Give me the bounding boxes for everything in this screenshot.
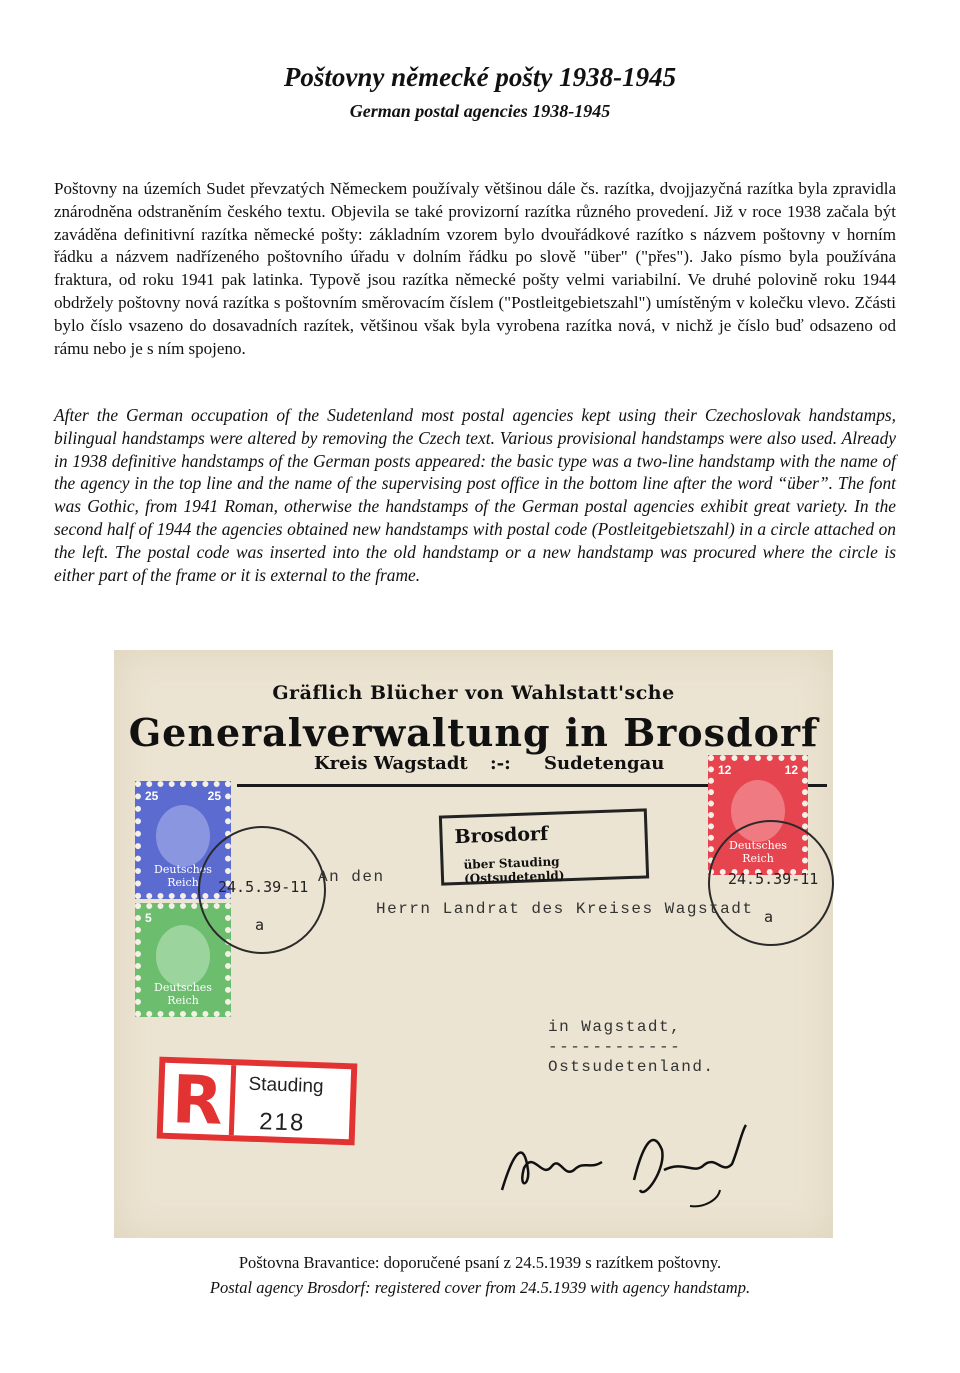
portrait-icon (156, 925, 210, 987)
stamp-label: Deutsches Reich (154, 863, 212, 889)
postmark-sub: a (764, 908, 774, 926)
stamp-value: 12 (784, 763, 798, 777)
letterhead-region: Sudetengau (544, 753, 665, 774)
czech-paragraph: Poštovny na územích Sudet převzatých Německem používaly většinou dále čs. razítka, dvojjazyčná razítka byla zpravidla znárodněna odstraněním českého textu. Objevila se také provizorní razítka různého provedení. Již v roce 1938 začala být zaváděna definitivní razítka německé pošty: základním vzorem bylo dvouřádkové razítko s názvem poštovny v horním řádku a názvem nadřízeného poštovního úřadu v dolním řádku po slově "über" ("přes"). Jako písmo byla používána fraktura, od roku 1941 pak latinka. Typově jsou razítka německé pošty velmi variabilní. Ve druhé polovině roku 1944 obdržely poštovny nová razítka s poštovním směrovacím číslem ("Postleitgebietszahl") umístěným v kolečku vlevo. Zčásti bylo číslo vsazeno do dosavadních razítek, většinou však byla vyrobena razítka nová, v nichž je číslo buď odsazeno od rámu nebo je s ním spojeno. (54, 179, 896, 358)
agency-supervising-office: über Stauding (Ostsudetenld) (463, 854, 565, 886)
caption-czech: Poštovna Bravantice: doporučené psaní z 24.5.1939 s razítkem poštovny. (238, 1253, 722, 1272)
postmark-date: 24.5.39-11 (728, 870, 819, 888)
registered-cover (114, 650, 833, 1238)
signature (494, 1120, 774, 1210)
postmark-date: 24.5.39-11 (218, 878, 309, 896)
postmark-left (198, 826, 326, 954)
page-title: Poštovny německé pošty 1938-1945 (283, 62, 677, 92)
letterhead-kreis: Kreis Wagstadt (314, 753, 468, 774)
portrait-icon (156, 805, 210, 867)
stamp-value: 25 (145, 789, 159, 803)
letterhead-line1: Gräflich Blücher von Wahlstatt'sche (272, 682, 675, 704)
address-line3: in Wagstadt, (548, 1018, 682, 1036)
stamp-value: 25 (207, 789, 221, 803)
letterhead-separator: :-: (490, 753, 511, 774)
stamp-value: 12 (718, 763, 732, 777)
postmark-right (708, 820, 834, 946)
english-paragraph: After the German occupation of the Sudetenland most postal agencies kept using their Czechoslovak handstamps, bilingual handstamps were altered by removing the Czech text. Various provisional handstamps were also used. Already in 1938 definitive handstamps of the German posts appeared: the basic type was a two-line handstamp with the name of the agency in the top line and the name of the supervising post office in the bottom line after the word “über”. The font was Gothic, from 1941 Roman, otherwise the handstamps of the German postal agencies exhibit great variety. In the second half of 1944 the agencies obtained new handstamps with postal code (Postleitgebietszahl) in a circle attached on the left. The postal code was inserted into the old handstamp or a new handstamp was procured where the circle is either part of the frame or it is external to the frame. (54, 405, 896, 585)
caption-english: Postal agency Brosdorf: registered cover from 24.5.1939 with agency handstamp. (209, 1278, 751, 1297)
stamp-value: 5 (145, 911, 152, 925)
registration-divider (229, 1065, 236, 1135)
stamp-label: Deutsches Reich (154, 981, 212, 1007)
registration-label (157, 1057, 358, 1146)
registration-number: 218 (258, 1108, 306, 1137)
postmark-sub: a (255, 916, 265, 934)
address-line1: An den (318, 868, 385, 886)
registration-place: Stauding (248, 1073, 324, 1098)
address-line2: Herrn Landrat des Kreises Wagstadt (376, 900, 754, 918)
stamp-label: Deutsches Reich (729, 839, 787, 865)
agency-handstamp (439, 808, 649, 885)
registration-letter: R (170, 1061, 225, 1140)
address-line5: Ostsudetenland. (548, 1058, 715, 1076)
page-subtitle: German postal agencies 1938-1945 (349, 101, 611, 121)
address-line4: ------------ (548, 1038, 682, 1056)
letterhead-line2: Generalverwaltung in Brosdorf (128, 710, 819, 755)
agency-name: Brosdorf (454, 822, 549, 849)
